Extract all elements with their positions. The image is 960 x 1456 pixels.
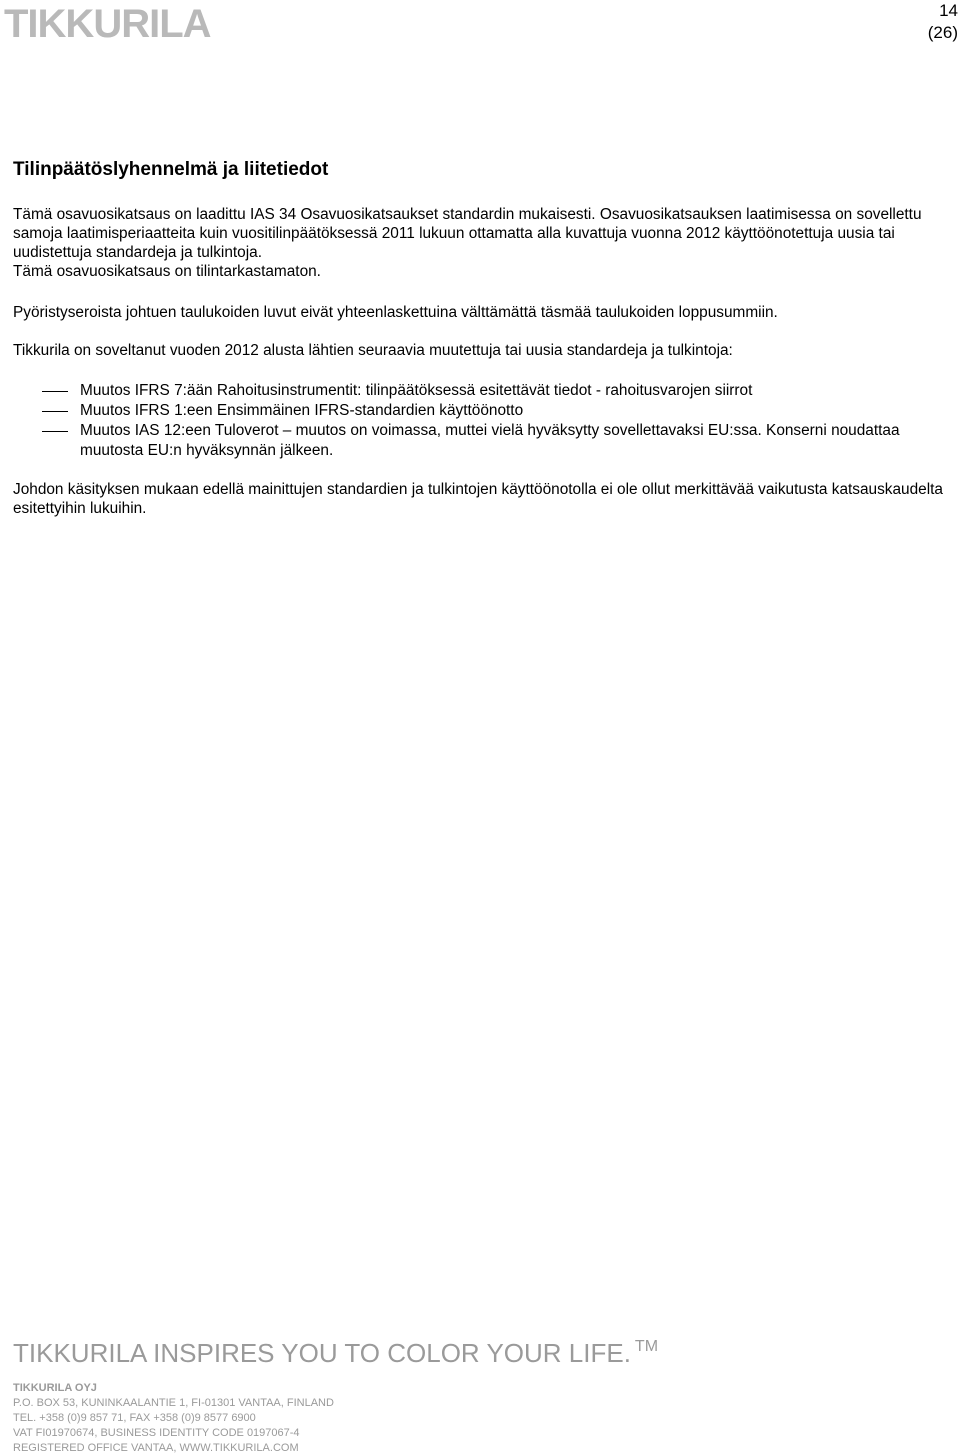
paragraph-standards: Tämä osavuosikatsaus on laadittu IAS 34 Osavuosikatsaukset standardin mukaisesti. Osavuosikatsauksen laatimisessa on sovellettu samoja laatimisperiaatteita kuin vuositilinpäätöksessä 2011 lukuun ottamatta alla kuvattuja vuonna 2012 käyttöönotettuja uusia tai uudistettuja standardeja ja tulkintoja.	[13, 206, 922, 261]
paragraph-impact: Johdon käsityksen mukaan edellä mainittujen standardien ja tulkintojen käyttöönotolla ei ole ollut merkittävää vaikutusta katsauskaudelta esitettyihin lukuihin.	[13, 481, 943, 517]
trademark-mark: TM	[634, 1338, 659, 1355]
paragraph-applied-standards: Tikkurila on soveltanut vuoden 2012 alusta lähtien seuraavia muutettuja tai uusia standardeja ja tulkintoja:	[13, 342, 733, 359]
dash-bullet-icon	[42, 391, 68, 392]
page-total: (26)	[927, 23, 958, 42]
list-item-text: Muutos IFRS 1:een Ensimmäinen IFRS-standardien käyttöönotto	[80, 402, 524, 419]
footer-contact	[13, 1381, 334, 1456]
footer-slogan	[13, 1330, 658, 1370]
list-item	[13, 381, 948, 401]
footer-company: TIKKURILA OYJ	[13, 1382, 97, 1394]
company-logo: TIKKURILA	[4, 2, 211, 46]
list-item-text: Muutos IFRS 7:ään Rahoitusinstrumentit: tilinpäätöksessä esitettävät tiedot - rahoitusvarojen siirrot	[80, 382, 753, 399]
dash-bullet-icon	[42, 431, 68, 432]
paragraph-unaudited: Tämä osavuosikatsaus on tilintarkastamaton.	[13, 263, 321, 280]
page-number	[928, 0, 958, 44]
list-item	[13, 401, 948, 421]
footer-phone: TEL. +358 (0)9 857 71, FAX +358 (0)9 8577 6900	[13, 1412, 256, 1424]
section-title: Tilinpäätöslyhennelmä ja liitetiedot	[13, 159, 329, 180]
dash-bullet-icon	[42, 411, 68, 412]
standards-list	[13, 381, 948, 461]
paragraph-rounding: Pyöristyseroista johtuen taulukoiden luvut eivät yhteenlaskettuina välttämättä täsmää taulukoiden loppusummiin.	[13, 304, 778, 321]
list-item	[13, 421, 948, 461]
list-item-text: Muutos IAS 12:een Tuloverot – muutos on voimassa, muttei vielä hyväksytty sovellettavaksi EU:ssa. Konserni noudattaa muutosta EU:n hyväksynnän jälkeen.	[80, 422, 900, 459]
page-current: 14	[939, 1, 958, 20]
slogan-text: TIKKURILA INSPIRES YOU TO COLOR YOUR LIFE.	[13, 1338, 631, 1368]
footer-office: REGISTERED OFFICE VANTAA, WWW.TIKKURILA.COM	[13, 1442, 299, 1454]
footer-address: P.O. BOX 53, KUNINKAALANTIE 1, FI-01301 VANTAA, FINLAND	[13, 1397, 334, 1409]
footer-vat: VAT FI01970674, BUSINESS IDENTITY CODE 0197067-4	[13, 1427, 300, 1439]
